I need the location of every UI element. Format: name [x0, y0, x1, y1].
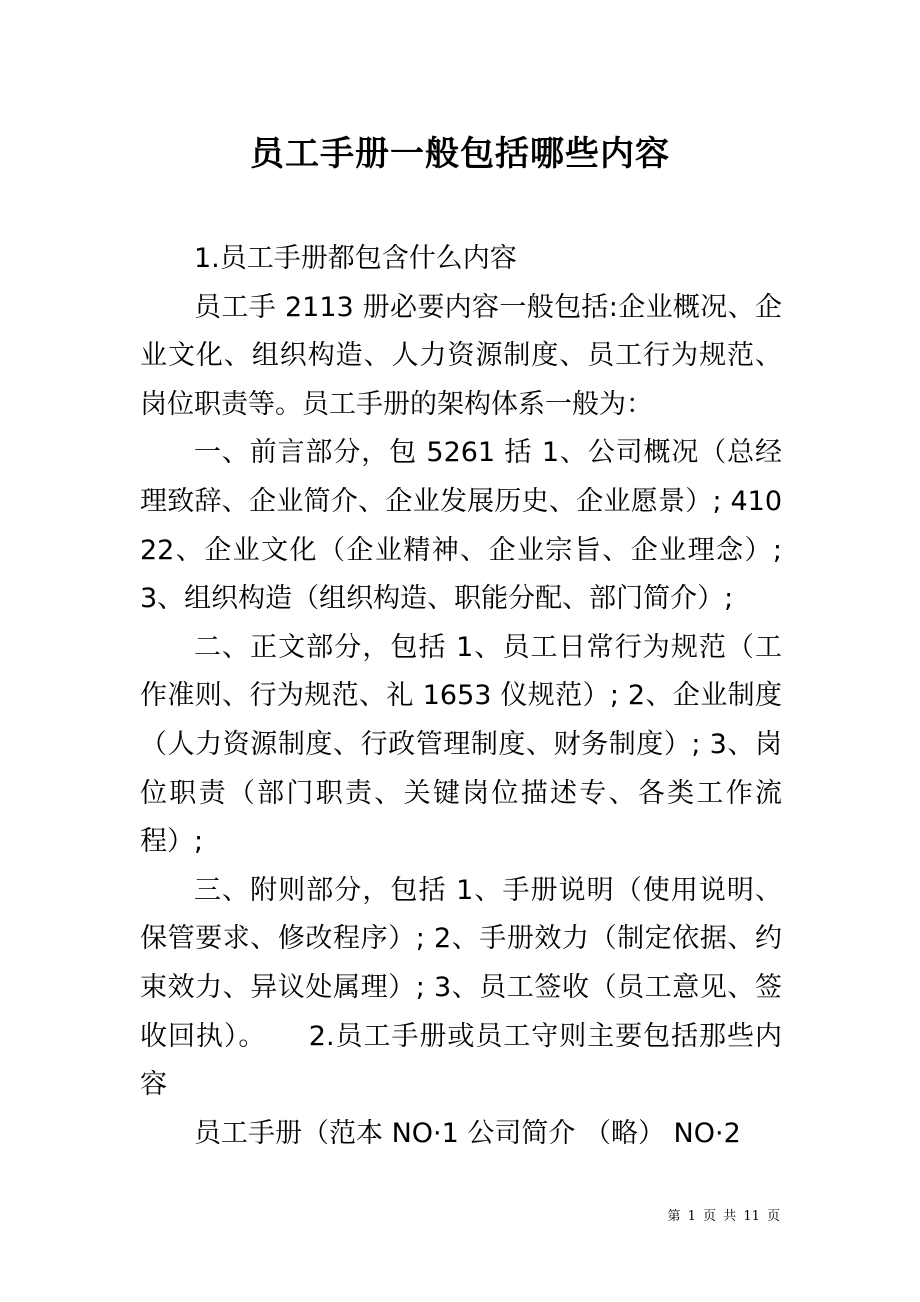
- paragraph-preface: 一、前言部分，包 5261 括 1、公司概况（总经理致辞、企业简介、企业发展历史、企业愿景）; 41022、企业文化（企业精神、企业宗旨、企业理念）; 3、组织构造（组织构造、职能分配、部门简介）;: [140, 437, 782, 615]
- page-number-footer: 第 1 页 共 11 页: [667, 1209, 780, 1224]
- paragraph-intro: 员工手 2113 册必要内容一般包括:企业概况、企业文化、组织构造、人力资源制度、员工行为规范、岗位职责等。员工手册的架构体系一般为：: [140, 291, 782, 420]
- document-title: 员工手册一般包括哪些内容: [250, 134, 670, 174]
- paragraph-appendix: 三、附则部分，包括 1、手册说明（使用说明、保管要求、修改程序）; 2、手册效力（制定依据、约束效力、异议处属理）; 3、员工签收（员工意见、签收回执）。 2.员工手册或员工守则主要包括那些内容: [140, 874, 782, 1101]
- paragraph-main: 二、正文部分，包括 1、员工日常行为规范（工作准则、行为规范、礼 1653 仪规范）; 2、企业制度（人力资源制度、行政管理制度、财务制度）; 3、岗位职责（部门职责、关键岗位描述专、各类工作流程）;: [140, 631, 782, 858]
- document-body: [140, 235, 782, 1158]
- paragraph-heading-1: 1.员工手册都包含什么内容: [194, 243, 517, 274]
- paragraph-sample: 员工手册（范本 NO·1 公司简介 （略） NO·2: [194, 1117, 741, 1149]
